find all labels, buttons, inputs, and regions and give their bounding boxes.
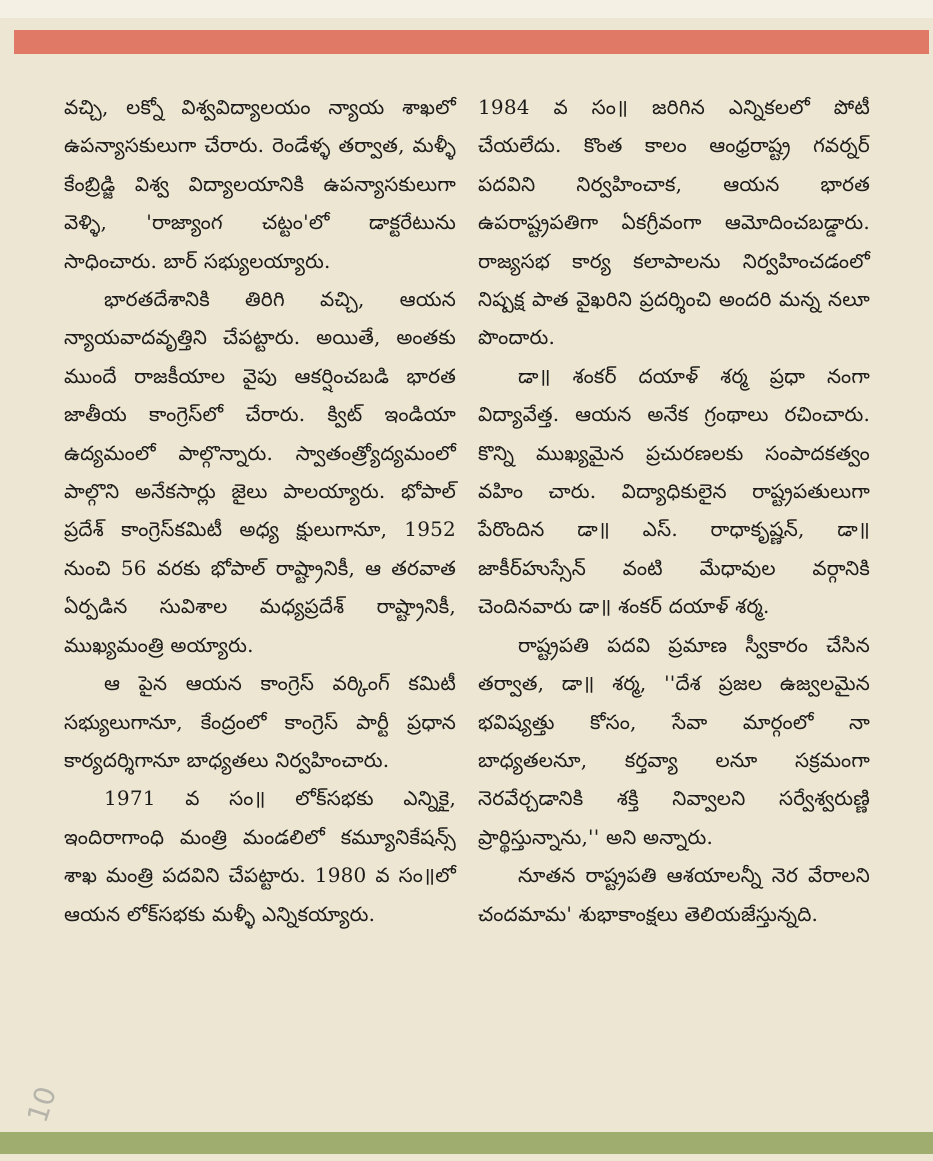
left-text-column	[64, 88, 456, 933]
right-paragraph-2: డా॥ శంకర్ దయాళ్ శర్మ ప్రధా నంగా విద్యావేత్త. ఆయన అనేక గ్రంథాలు రచించారు. కొన్ని ముఖ్యమైన ప్రచురణలకు సంపాదకత్వం వహిం చారు. విద్యాధికులైన రాష్ట్రపతులుగా పేరొందిన డా॥ ఎస్. రాధాకృష్ణన్, డా॥ జాకీర్‌హుస్సేన్ వంటి మేధావుల వర్గానికి చెందినవారు డా॥ శంకర్ దయాళ్ శర్మ.	[478, 363, 870, 619]
left-paragraph-1: వచ్చి, లక్నో విశ్వవిద్యాలయం న్యాయ శాఖలో ఉపన్యాసకులుగా చేరారు. రెండేళ్ళ తర్వాత, మళ్ళీ కేంబ్రిడ్జి విశ్వ విద్యాలయానికి ఉపన్యాసకులుగా వెళ్ళి, 'రాజ్యాంగ చట్టం'లో డాక్టరేటును సాధించారు. బార్ సభ్యులయ్యారు.	[64, 95, 456, 273]
right-text-column	[478, 88, 870, 933]
right-paragraph-1: 1984 వ సం॥ జరిగిన ఎన్నికలలో పోటీ చేయలేదు. కొంత కాలం ఆంధ్రరాష్ట్ర గవర్నర్ పదవిని నిర్వహించాక, ఆయన భారత ఉపరాష్ట్రపతిగా ఏకగ్రీవంగా ఆమోదించబడ్డారు. రాజ్యసభ కార్య కలాపాలను నిర్వహించడంలో నిష్పక్ష పాత వైఖరిని ప్రదర్శించి అందరి మన్న నలూ పొందారు.	[478, 95, 870, 350]
right-paragraph-3: రాష్ట్రపతి పదవి ప్రమాణ స్వీకారం చేసిన తర్వాత, డా॥ శర్మ, ''దేశ ప్రజల ఉజ్వలమైన భవిష్యత్తు కోసం, సేవా మార్గంలో నా బాధ్యతలనూ, కర్తవ్యా లనూ సక్రమంగా నెరవేర్చడానికి శక్తి నివ్వాలని సర్వేశ్వరుణ్ణి ప్రార్థిస్తున్నాను,'' అని అన్నారు.	[478, 632, 870, 849]
left-paragraph-3: ఆ పైన ఆయన కాంగ్రెస్ వర్కింగ్ కమిటీ సభ్యులుగానూ, కేంద్రంలో కాంగ్రెస్ పార్టీ ప్రధాన కార్యదర్శిగానూ బాధ్యతలు నిర్వహించారు.	[64, 671, 456, 772]
page-number: 10	[20, 1082, 64, 1127]
left-paragraph-4: 1971 వ సం॥ లోక్‌సభకు ఎన్నికై, ఇందిరాగాంధి మంత్రి మండలిలో కమ్యూనికేషన్స్ శాఖ మంత్రి పదవిని చేపట్టారు. 1980 వ సం॥లో ఆయన లోక్‌సభకు మళ్ళీ ఎన్నికయ్యారు.	[64, 786, 456, 926]
right-paragraph-4: నూతన రాష్ట్రపతి ఆశయాలన్నీ నెర వేరాలని చందమామ' శుభాకాంక్షలు తెలియజేస్తున్నది.	[478, 863, 870, 926]
left-paragraph-2: భారతదేశానికి తిరిగి వచ్చి, ఆయన న్యాయవాదవృత్తిని చేపట్టారు. అయితే, అంతకు ముందే రాజకీయాల వైపు ఆకర్షించబడి భారత జాతీయ కాంగ్రెస్‌లో చేరారు. క్విట్ ఇండియా ఉద్యమంలో పాల్గొన్నారు. స్వాతంత్ర్యోద్యమంలో పాల్గొని అనేకసార్లు జైలు పాలయ్యారు. భోపాల్ ప్రదేశ్ కాంగ్రెస్‌కమిటీ అధ్య క్షులుగానూ, 1952 నుంచి 56 వరకు భోపాల్ రాష్ట్రానికీ, ఆ తరవాత ఏర్పడిన సువిశాల మధ్యప్రదేశ్ రాష్ట్రానికీ, ముఖ్యమంత్రి అయ్యారు.	[64, 287, 456, 657]
bottom-color-band	[0, 1132, 933, 1154]
top-color-band	[14, 30, 929, 54]
page-top-edge	[0, 0, 933, 18]
